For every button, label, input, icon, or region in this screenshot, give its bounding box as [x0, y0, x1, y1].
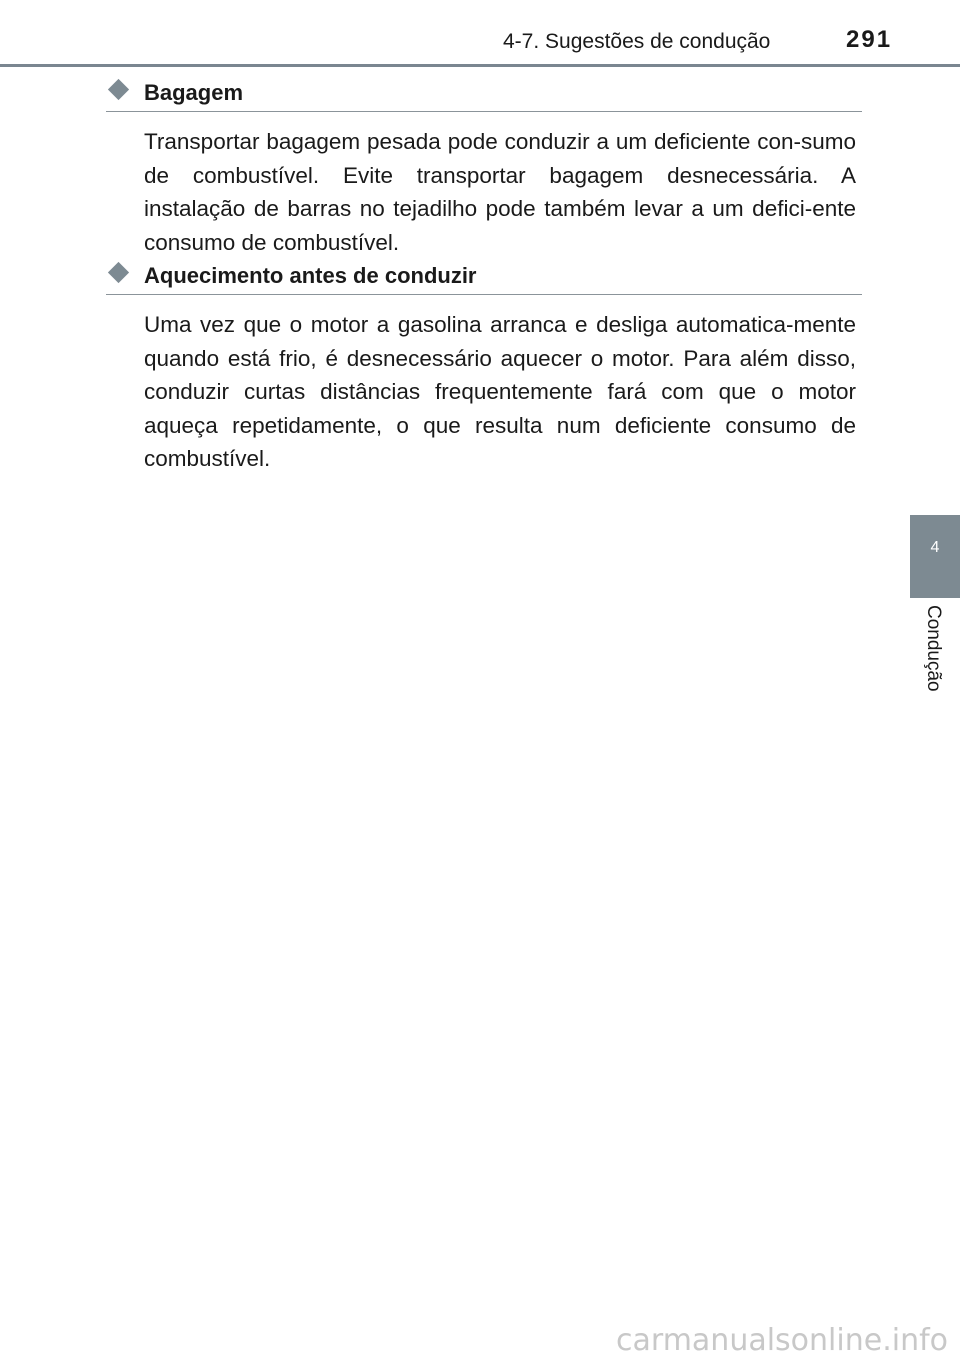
- chapter-label-container: [910, 605, 960, 715]
- section-body: Uma vez que o motor a gasolina arranca e desliga automatica-mente quando está frio, é desnecessário aquecer o motor. Para além disso, conduzir curtas distâncias frequentemente fará com que o motor aqueça repetidamente, o que resulta num deficiente consumo de combustível.: [144, 312, 856, 471]
- chapter-tab: [910, 515, 960, 598]
- chapter-number: 4: [930, 539, 940, 556]
- section-body: Transportar bagagem pesada pode conduzir a um deficiente con-sumo de combustível. Evite transportar bagagem desnecessária. A instalação de barras no tejadilho pode também levar a um defici-ente consumo de combustível.: [144, 129, 856, 255]
- header-section-title: 4-7. Sugestões de condução: [503, 30, 771, 53]
- section-bagagem: [106, 71, 862, 259]
- section-aquecimento: [106, 254, 862, 476]
- diamond-bullet-icon: [108, 262, 129, 283]
- section-heading: [106, 254, 862, 295]
- section-heading: [106, 71, 862, 112]
- section-title: Bagagem: [144, 80, 244, 105]
- page-number: 291: [846, 26, 893, 53]
- section-title: Aquecimento antes de conduzir: [144, 263, 477, 288]
- chapter-label: Condução: [923, 605, 944, 692]
- diamond-bullet-icon: [108, 79, 129, 100]
- watermark: carmanualsonline.info: [616, 1323, 948, 1358]
- page-header: [0, 0, 960, 70]
- header-divider: [0, 64, 960, 67]
